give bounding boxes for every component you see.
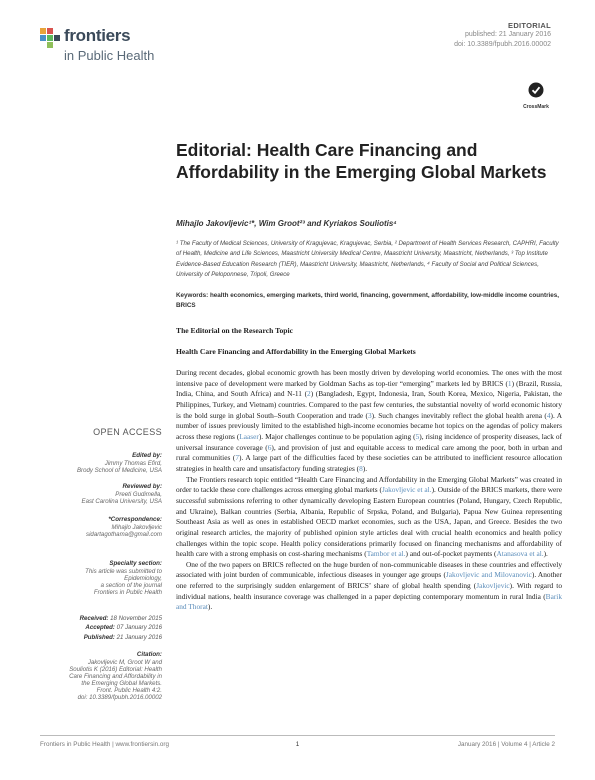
doi-link[interactable]: doi: 10.3389/fpubh.2016.00002 [454,41,551,48]
reference-link[interactable]: 1 [507,378,512,388]
authors: Mihajlo Jakovljevic¹*, Wim Groot²³ and Kyriakos Souliotis⁴ [176,219,397,228]
reviewer-name: Preeti Gudimella, [115,491,162,499]
article-meta [454,21,551,50]
reference-link[interactable]: 6 [267,442,272,452]
citation-line: Souliotis K (2016) Editorial: Health [69,666,162,674]
page-number: 1 [295,741,300,748]
citation-label: Citation: [136,651,162,658]
published-date-sidebar: Published: 21 January 2016 [83,633,162,641]
reference-link[interactable]: Atanasova et al. [496,549,544,559]
reference-link[interactable]: Jakovljevic and Milovanovic [445,570,532,580]
citation-line: the Emerging Global Markets. [81,680,162,688]
article-title: Editorial: Health Care Financing and Affordability in the Emerging Global Markets [176,140,547,182]
citation-doi[interactable]: doi: 10.3389/fpubh.2016.00002 [77,694,162,702]
paragraph-1: During recent decades, global economic growth has been mostly driven by developing world economies. The ones with the most intensive pace of development were marked by Goldman Sachs as top-tier “emerging” markets led by BRICS (1) (Brazil, Russia, India, China, and South Africa) and N-11 (2) (Bangladesh, Egypt, Indonesia, Iran, South Korea, Mexico, Nigeria, Pakistan, the Philippines, Turkey, and Vietnam) countries. Compared to the past few centuries, the substantial novelty of world economic history is the bold surge in global South–South Cooperation and trade (3). Such changes inevitably reflect the global health arena (4). A number of issues previously limited to the established high-income economies became hot topics on the agendas of policy makers across these regions (Laaser). Major challenges continue to be population aging (5), rising incidence of prosperity diseases, lack of universal insurance coverage (6), and provision of just and equitable access to medical care among the poor, both in urban and rural communities (7). A large part of the difficulties faced by these societies can be attributed to inefficient resource allocation strategies in health care and unsatisfactory funding strategies (8). [176,368,563,473]
paragraph-2: The Frontiers research topic entitled “Health Care Financing and Affordability in the Emerging Global Markets” was created in order to tackle these core challenges across emerging global markets (Jakovljevic et al.). Outside of the BRICS markets, there were successful submissions referring to other dynamically developing Eastern European countries (Poland, Hungary, Czech Republic, and Ukraine), Balkan countries (Serbia, Albania, Republic of Srpska, Poland, and Bulgaria), Papua New Guinea representing Southeast Asia as well as ones in established OECD market economies, such as the USA, Japan, and Greece. Besides the two original research articles, the majority of published opinion style articles deal with crucial health economics and health policy challenges within the topic scope. Health policy considerations primarily focused on financing mechanisms and affordability of health care with a strong emphasis on cost-sharing mechanisms (Tambor et al.) and out-of-pocket payments (Atanasova et al.). [176,474,562,559]
journal-logo [40,26,170,66]
specialty-label: Specialty section: [109,560,162,567]
paragraph-3: One of the two papers on BRICS reflected on the huge burden of non-communicable diseases in these countries and effectively associated with joint burden of communicable, infectious diseases in younger age groups (Jakovljevic and Milovanovic). Another one referred to the surprisingly sudden enlargement of BRICS’ share of global health spending (Jakovljevic). With regard to individual nations, health insurance coverage was challenged in a paper depicting contemporary momentum in rural India (Barik and Thorat). [176,559,563,612]
citation-line: Front. Public Health 4:2. [96,687,162,695]
research-topic-intro: The Editorial on the Research Topic [176,326,293,335]
reviewed-by-label: Reviewed by: [122,483,162,490]
reference-link[interactable]: 4 [546,410,551,420]
accepted-date: Accepted: 07 January 2016 [85,624,162,632]
reference-link[interactable]: Tambor et al. [366,549,406,559]
correspondence-name: Mihajlo Jakovljevic [111,524,162,532]
reference-link[interactable]: 5 [415,431,420,441]
crossmark-badge[interactable] [522,82,550,110]
published-date: published: 21 January 2016 [464,31,551,38]
reference-link[interactable]: Jakovljevic et al. [381,485,432,495]
editor-affiliation: Brody School of Medicine, USA [76,467,162,475]
editor-name: Jimmy Thomas Efird, [104,460,162,468]
keywords-label: Keywords: [176,292,209,299]
reviewer-affiliation: East Carolina University, USA [81,498,162,506]
footer-issue-info: January 2016 | Volume 4 | Article 2 [457,741,555,748]
frontiers-logo-icon [40,28,60,48]
correspondence-email[interactable]: sidartagothama@gmail.com [86,531,162,539]
edited-by-block [22,451,162,474]
crossmark-icon [528,82,544,98]
reference-link[interactable]: Jakovljevic [476,581,510,591]
journal-name: frontiers [64,26,131,45]
article-body [176,368,562,613]
keywords [176,291,562,311]
page-footer [40,735,555,748]
specialty-line: Frontiers in Public Health [93,589,162,597]
reference-link[interactable]: 2 [307,389,311,399]
edited-by-label: Edited by: [132,452,162,459]
article-type: EDITORIAL [508,21,551,30]
received-date: Received: 18 November 2015 [79,615,162,622]
affiliations: ¹ The Faculty of Medical Sciences, University of Kragujevac, Kragujevac, Serbia, ² Department of Health Services Research, CAPHRI, Faculty of Health, Medicine and Life Sciences, Maastricht University Medical Centre, Maastricht University, Maastricht, Netherlands, ³ Top Institute Evidence-Based Education Research (TIER), Maastricht University, Maastricht, Netherlands, ⁴ Faculty of Social and Political Sciences, University of Peloponnese, Tripoli, Greece [176,240,559,278]
research-topic-title[interactable]: Health Care Financing and Affordability in the Emerging Global Markets [176,347,416,356]
dates-block [22,614,162,642]
specialty-block [22,559,162,596]
correspondence-label: *Correspondence: [108,516,162,523]
specialty-line: This article was submitted to [85,568,162,576]
journal-subtitle: in Public Health [64,48,155,63]
citation-line: Jakovljevic M, Groot W and [87,659,162,667]
footer-journal-link[interactable]: Frontiers in Public Health | www.frontiersin.org [40,741,170,748]
correspondence-block [22,515,162,538]
specialty-line: Epidemiology, [124,575,162,583]
open-access-label: OPEN ACCESS [93,427,162,437]
reference-link[interactable]: 3 [367,410,372,420]
keywords-text: health economics, emerging markets, third world, financing, government, affordability, low-middle income countries, BRICS [176,292,560,309]
reviewed-by-block [22,482,162,505]
reference-link[interactable]: Barik and Thorat [176,591,562,612]
reference-link[interactable]: 7 [235,453,239,463]
citation-block [22,650,162,701]
reference-link[interactable]: 8 [359,463,363,473]
citation-line: Care Financing and Affordability in [69,673,162,681]
reference-link[interactable]: Laaser [239,431,259,441]
crossmark-label: CrossMark [523,104,549,110]
specialty-line: a section of the journal [100,582,162,590]
